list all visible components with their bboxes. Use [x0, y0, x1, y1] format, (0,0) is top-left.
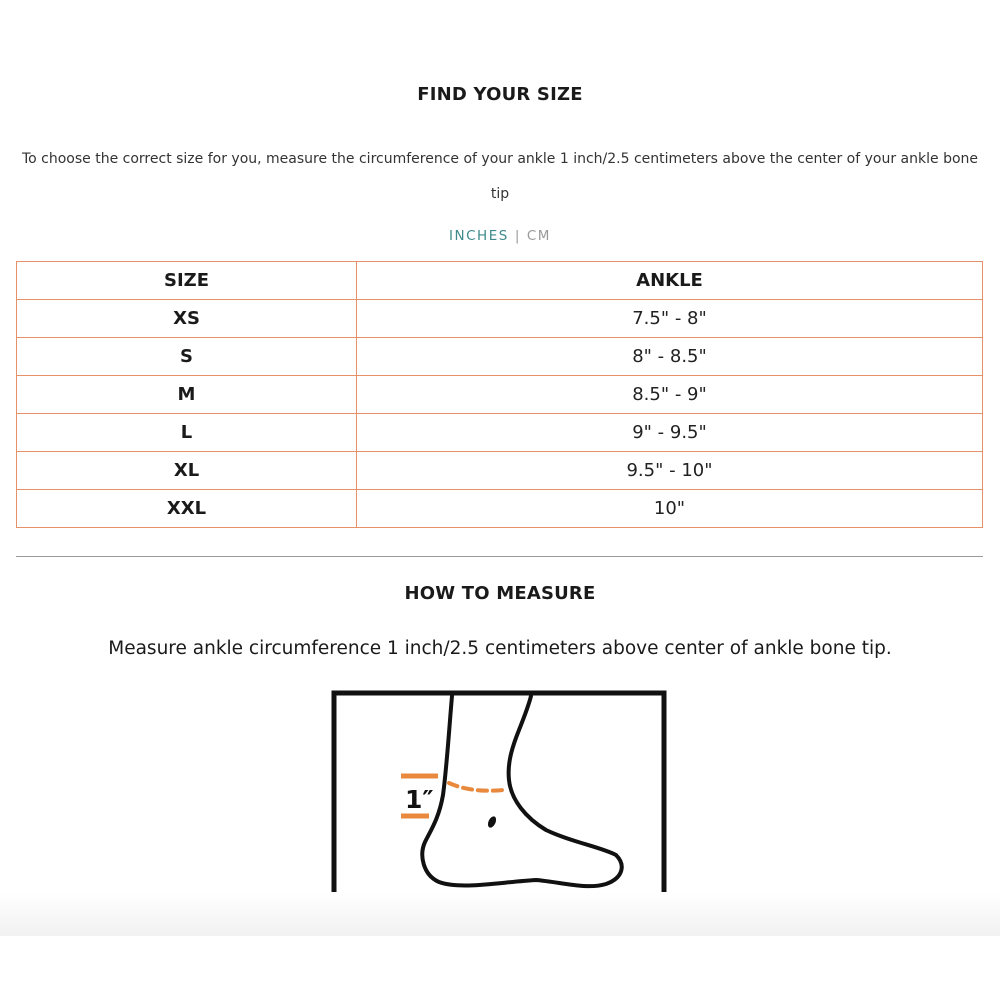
unit-separator: | [514, 228, 521, 244]
section-divider [16, 556, 983, 557]
ankle-cell: 8.5" - 9" [357, 376, 983, 414]
ankle-cell: 9.5" - 10" [357, 452, 983, 490]
ankle-cell: 8" - 8.5" [357, 338, 983, 376]
table-row [17, 452, 983, 490]
size-instructions: To choose the correct size for you, measure the circumference of your ankle 1 inch/2.5 centimeters above the center of your ankle bone tip [21, 151, 979, 202]
how-to-measure-title: HOW TO MEASURE [404, 583, 596, 604]
unit-toggle [0, 228, 1000, 244]
table-row [17, 300, 983, 338]
size-cell: M [17, 376, 357, 414]
ankle-cell: 9" - 9.5" [357, 414, 983, 452]
size-cell: S [17, 338, 357, 376]
table-header-row [17, 262, 983, 300]
bottom-fade [0, 892, 1000, 936]
measure-instructions: Measure ankle circumference 1 inch/2.5 centimeters above center of ankle bone tip. [108, 638, 892, 659]
table-row [17, 376, 983, 414]
ankle-column-header: ANKLE [357, 262, 983, 300]
ankle-cell: 7.5" - 8" [357, 300, 983, 338]
size-chart-table [16, 261, 983, 528]
ankle-measure-diagram [331, 690, 667, 908]
size-cell: XXL [17, 490, 357, 528]
unit-cm-tab[interactable]: CM [526, 228, 551, 244]
diagram-frame [334, 693, 664, 905]
size-column-header: SIZE [17, 262, 357, 300]
size-cell: XL [17, 452, 357, 490]
unit-inches-tab[interactable]: INCHES [449, 228, 509, 244]
size-cell: L [17, 414, 357, 452]
table-row [17, 338, 983, 376]
table-row [17, 414, 983, 452]
table-row [17, 490, 983, 528]
size-cell: XS [17, 300, 357, 338]
one-inch-label: 1″ [405, 785, 434, 814]
ankle-cell: 10" [357, 490, 983, 528]
find-your-size-title: FIND YOUR SIZE [417, 84, 583, 105]
